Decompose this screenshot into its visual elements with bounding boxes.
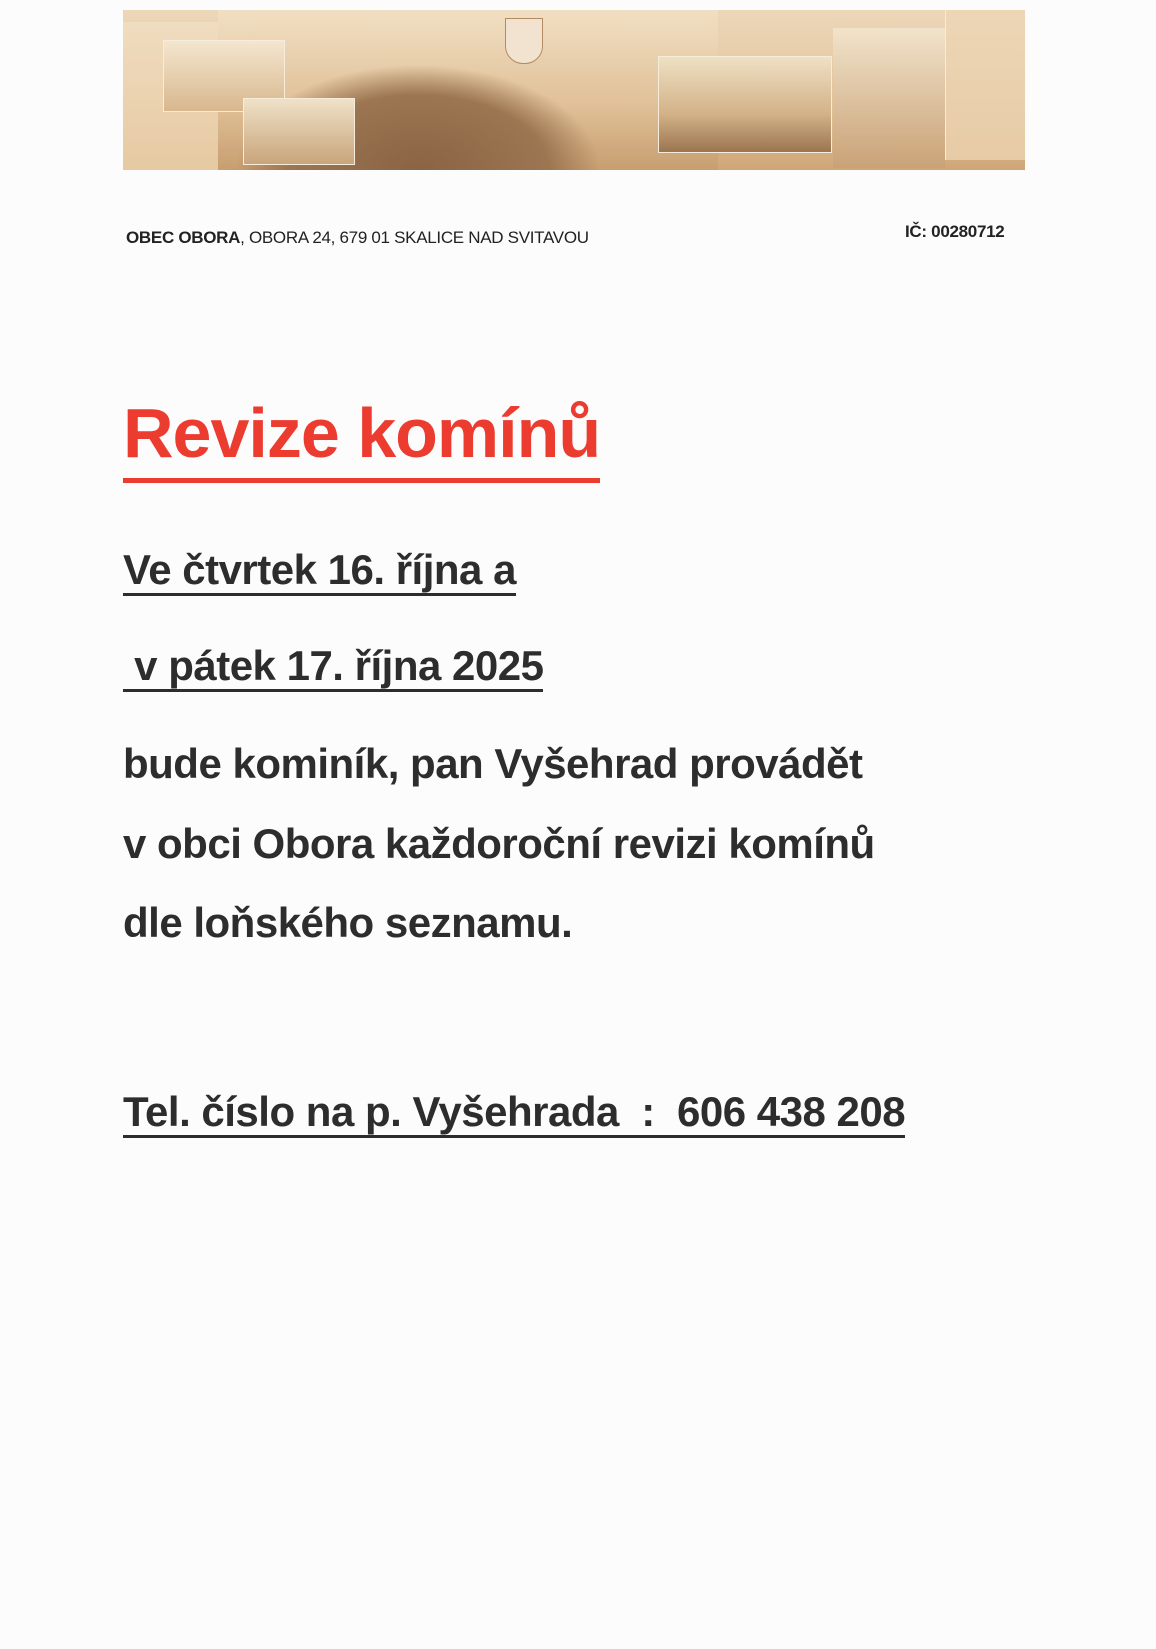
company-id: IČ: 00280712 xyxy=(905,222,1005,241)
banner-trees-photo xyxy=(243,98,355,165)
body-line: dle loňského seznamu. xyxy=(123,899,573,946)
banner-chapel-photo xyxy=(658,56,832,153)
coat-of-arms-icon xyxy=(505,18,543,64)
date-line-1: Ve čtvrtek 16. října a xyxy=(123,546,516,596)
banner-lookout-tower-photo xyxy=(833,28,945,168)
address-line xyxy=(126,228,589,248)
header-banner-photo xyxy=(123,10,1025,170)
body-line: v obci Obora každoroční revizi komínů xyxy=(123,820,875,867)
phone-line: Tel. číslo na p. Vyšehrada : 606 438 208 xyxy=(123,1088,905,1138)
body-line: bude kominík, pan Vyšehrad provádět xyxy=(123,740,863,787)
date-line-2: v pátek 17. října 2025 xyxy=(123,642,543,692)
org-name: OBEC OBORA xyxy=(126,228,241,247)
notice-title: Revize komínů xyxy=(123,390,600,483)
banner-panel xyxy=(945,10,1025,160)
address: , OBORA 24, 679 01 SKALICE NAD SVITAVOU xyxy=(240,228,589,247)
